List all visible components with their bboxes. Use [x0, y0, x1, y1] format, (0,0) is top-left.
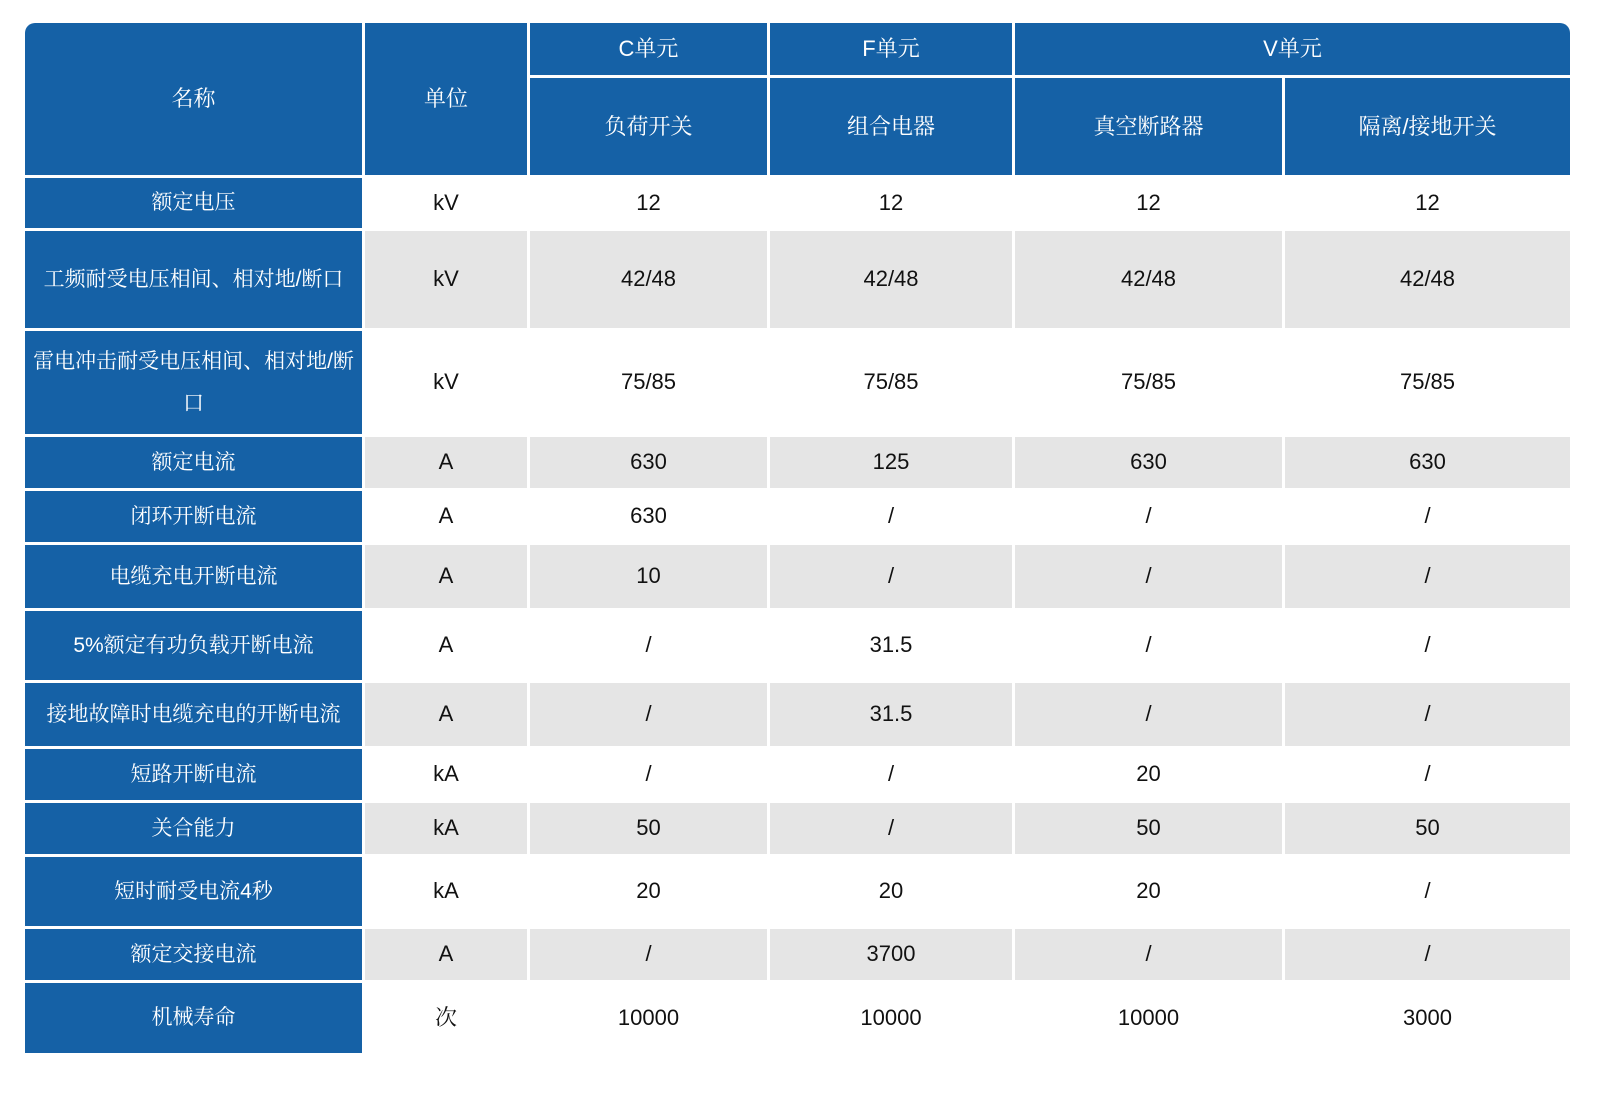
- value-cell-f-combined: 125: [770, 437, 1015, 491]
- row-label: 电缆充电开断电流: [25, 545, 365, 611]
- value-cell-v-isolation-switch: 630: [1285, 437, 1570, 491]
- unit-cell: A: [365, 437, 530, 491]
- value-cell-v-vacuum-breaker: 630: [1015, 437, 1285, 491]
- value-cell-f-combined: /: [770, 803, 1015, 857]
- table-row: [25, 983, 1570, 1053]
- unit-cell: kV: [365, 178, 530, 231]
- value-cell-v-isolation-switch: 3000: [1285, 983, 1570, 1053]
- value-cell-c-load-switch: 50: [530, 803, 770, 857]
- value-cell-v-vacuum-breaker: /: [1015, 545, 1285, 611]
- value-cell-v-vacuum-breaker: 75/85: [1015, 331, 1285, 437]
- value-cell-f-combined: 20: [770, 857, 1015, 929]
- unit-cell: kV: [365, 231, 530, 331]
- value-cell-c-load-switch: 10: [530, 545, 770, 611]
- unit-cell: kV: [365, 331, 530, 437]
- value-cell-v-vacuum-breaker: 20: [1015, 857, 1285, 929]
- value-cell-v-vacuum-breaker: 12: [1015, 178, 1285, 231]
- value-cell-c-load-switch: 10000: [530, 983, 770, 1053]
- row-label: 雷电冲击耐受电压相间、相对地/断口: [25, 331, 365, 437]
- table-row: [25, 437, 1570, 491]
- table-row: [25, 749, 1570, 803]
- header-group-f-unit: F单元: [770, 23, 1015, 78]
- value-cell-c-load-switch: 12: [530, 178, 770, 231]
- unit-cell: 次: [365, 983, 530, 1053]
- value-cell-f-combined: 3700: [770, 929, 1015, 983]
- value-cell-v-isolation-switch: /: [1285, 545, 1570, 611]
- value-cell-v-isolation-switch: /: [1285, 611, 1570, 683]
- row-label: 工频耐受电压相间、相对地/断口: [25, 231, 365, 331]
- value-cell-c-load-switch: 42/48: [530, 231, 770, 331]
- value-cell-v-isolation-switch: 75/85: [1285, 331, 1570, 437]
- value-cell-v-isolation-switch: 42/48: [1285, 231, 1570, 331]
- value-cell-c-load-switch: 20: [530, 857, 770, 929]
- unit-cell: kA: [365, 803, 530, 857]
- value-cell-c-load-switch: 630: [530, 437, 770, 491]
- row-label: 5%额定有功负载开断电流: [25, 611, 365, 683]
- row-label: 机械寿命: [25, 983, 365, 1053]
- value-cell-v-vacuum-breaker: 20: [1015, 749, 1285, 803]
- table-row: [25, 611, 1570, 683]
- unit-cell: A: [365, 491, 530, 545]
- unit-cell: A: [365, 545, 530, 611]
- value-cell-f-combined: 10000: [770, 983, 1015, 1053]
- unit-cell: A: [365, 611, 530, 683]
- table-row: [25, 178, 1570, 231]
- row-label: 闭环开断电流: [25, 491, 365, 545]
- value-cell-f-combined: 31.5: [770, 683, 1015, 749]
- unit-cell: kA: [365, 749, 530, 803]
- header-sub-isolation-earthing-switch: 隔离/接地开关: [1285, 78, 1570, 178]
- unit-cell: A: [365, 683, 530, 749]
- value-cell-v-vacuum-breaker: 10000: [1015, 983, 1285, 1053]
- value-cell-f-combined: /: [770, 545, 1015, 611]
- value-cell-c-load-switch: /: [530, 749, 770, 803]
- row-label: 短路开断电流: [25, 749, 365, 803]
- row-label: 关合能力: [25, 803, 365, 857]
- value-cell-v-vacuum-breaker: /: [1015, 929, 1285, 983]
- header-row-groups: [25, 23, 1570, 78]
- value-cell-c-load-switch: /: [530, 683, 770, 749]
- value-cell-c-load-switch: 75/85: [530, 331, 770, 437]
- value-cell-v-isolation-switch: /: [1285, 857, 1570, 929]
- value-cell-v-vacuum-breaker: 42/48: [1015, 231, 1285, 331]
- row-label: 短时耐受电流4秒: [25, 857, 365, 929]
- value-cell-v-vacuum-breaker: /: [1015, 611, 1285, 683]
- header-unit: 单位: [365, 23, 530, 178]
- header-group-c-unit: C单元: [530, 23, 770, 78]
- table-row: [25, 545, 1570, 611]
- value-cell-f-combined: 42/48: [770, 231, 1015, 331]
- row-label: 接地故障时电缆充电的开断电流: [25, 683, 365, 749]
- value-cell-f-combined: /: [770, 749, 1015, 803]
- value-cell-v-isolation-switch: /: [1285, 749, 1570, 803]
- value-cell-c-load-switch: /: [530, 929, 770, 983]
- value-cell-v-isolation-switch: /: [1285, 929, 1570, 983]
- value-cell-f-combined: 75/85: [770, 331, 1015, 437]
- value-cell-f-combined: 31.5: [770, 611, 1015, 683]
- value-cell-v-vacuum-breaker: /: [1015, 683, 1285, 749]
- table-row: [25, 803, 1570, 857]
- value-cell-f-combined: /: [770, 491, 1015, 545]
- row-label: 额定交接电流: [25, 929, 365, 983]
- value-cell-c-load-switch: /: [530, 611, 770, 683]
- table-row: [25, 491, 1570, 545]
- header-sub-load-switch: 负荷开关: [530, 78, 770, 178]
- header-name: 名称: [25, 23, 365, 178]
- table-row: [25, 683, 1570, 749]
- header-group-v-unit: V单元: [1015, 23, 1570, 78]
- table-row: [25, 331, 1570, 437]
- table-row: [25, 231, 1570, 331]
- value-cell-v-isolation-switch: /: [1285, 491, 1570, 545]
- value-cell-v-isolation-switch: 50: [1285, 803, 1570, 857]
- spec-table: [25, 23, 1570, 1053]
- table-row: [25, 929, 1570, 983]
- value-cell-c-load-switch: 630: [530, 491, 770, 545]
- value-cell-v-vacuum-breaker: /: [1015, 491, 1285, 545]
- header-sub-vacuum-breaker: 真空断路器: [1015, 78, 1285, 178]
- unit-cell: A: [365, 929, 530, 983]
- row-label: 额定电流: [25, 437, 365, 491]
- table-row: [25, 857, 1570, 929]
- value-cell-v-isolation-switch: 12: [1285, 178, 1570, 231]
- unit-cell: kA: [365, 857, 530, 929]
- value-cell-v-vacuum-breaker: 50: [1015, 803, 1285, 857]
- row-label: 额定电压: [25, 178, 365, 231]
- header-sub-combined-apparatus: 组合电器: [770, 78, 1015, 178]
- value-cell-v-isolation-switch: /: [1285, 683, 1570, 749]
- value-cell-f-combined: 12: [770, 178, 1015, 231]
